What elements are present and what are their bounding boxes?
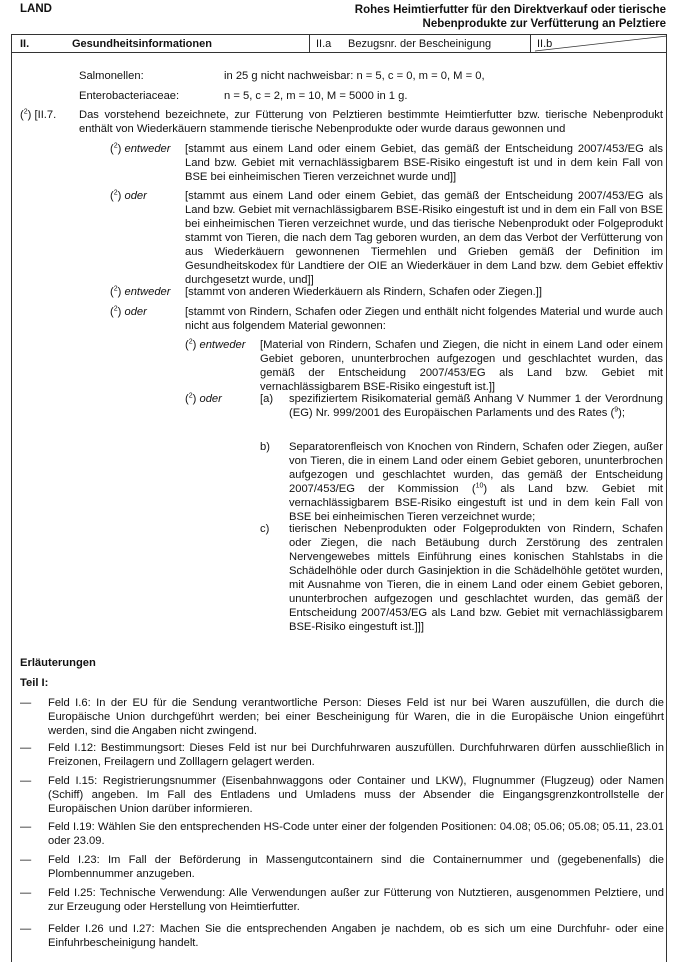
note-item [20, 922, 664, 950]
sub-option-text: [Material von Rindern, Schafen und Ziegen, die nicht in einem Land oder einem Gebiet geboren, ununterbrochen aufgezogen und geschlachtet wurden, das gemäß der Entscheidung 2007/453/EG als Land bzw. Gebiet mit vernachlässigbarem BSE-Risiko eingestuft ist.]] [260, 339, 663, 393]
option-text: [stammt von anderen Wiederkäuern als Rindern, Schafen oder Ziegen.]] [185, 286, 542, 298]
footnote-ref: 2 [23, 108, 28, 116]
strikethrough-diagonal-icon [531, 35, 668, 52]
note-item [20, 820, 664, 848]
dash-bullet: — [20, 923, 32, 935]
note-text: Feld I.25: Technische Verwendung: Alle Verwendungen außer zur Fütterung von Nutztieren, ausgenommen Pelztiere, und zur Erzeugung oder Herstellung von Heimtierfutter. [48, 887, 664, 913]
section-header-table [11, 34, 667, 53]
option-keyword: oder [124, 190, 147, 202]
option-keyword: oder [199, 393, 222, 405]
note-text: Feld I.23: Im Fall der Beförderung in Massengutcontainern sind die Containernummer und (gegebenenfalls) die Plombennummer anzugeben. [48, 854, 664, 880]
note-item [20, 853, 664, 881]
option-text: [stammt von Rindern, Schafen oder Ziegen und enthält nicht folgendes Material und wurde auch nicht aus folgendem Material gewonnen: [185, 306, 663, 332]
footnote-ref: 2 [113, 189, 118, 197]
criterion-value-salmonella: in 25 g nicht nachweisbar: n = 5, c = 0, m = 0, M = 0, [224, 70, 485, 82]
criterion-value-enterobacteriaceae: n = 5, c = 2, m = 10, M = 5000 in 1 g. [224, 90, 408, 102]
option-text: [stammt aus einem Land oder einem Gebiet, das gemäß der Entscheidung 2007/453/EG als Land bzw. Gebiet mit vernachlässigbarem BSE-Risiko eingestuft ist und in dem ein Fall von BSE bei einheimischen Tieren verzeichnet wurde, und das tierische Nebenprodukt oder Folgeprodukt stammt von Tieren, die nach dem Tag geboren wurden, an dem das Verbot der Verfütterung von aus Wiederkäuern gewonnenen Tiermehlen und Grieben gemäß der Definition im Gesundheitskodex für Landtiere der OIE an Wiederkäuer in dem Land bzw. dem Gebiet effektiv durchgesetzt wurde, und]] [185, 190, 663, 286]
clause-marker: ($^2$) [II.7. [20, 108, 57, 121]
sub-item-marker: b) [260, 441, 270, 453]
footnote-ref: 9 [614, 406, 619, 414]
option-marker: ($^2$) oder [110, 189, 147, 202]
sub-item-marker: c) [260, 523, 270, 535]
criterion-label-salmonella: Salmonellen: [79, 70, 144, 82]
reference-cell [310, 35, 531, 52]
part-title-cell [12, 35, 310, 52]
option-marker: ($^2$) oder [110, 305, 147, 318]
clause-text: Das vorstehend bezeichnete, zur Fütterung von Pelztieren bestimmte Heimtierfutter bzw. tierische Nebenprodukt enthält von Wiederkäuern stammende tierische Nebenprodukte oder wurde daraus gewonnen und [79, 109, 663, 135]
sub-item-text: spezifiziertem Risikomaterial gemäß Anhang V Nummer 1 der Verordnung (EG) Nr. 999/2001 des Europäischen Parlaments und des Rates ($^9$); [289, 393, 663, 419]
part-title: Gesundheitsinformationen [72, 37, 212, 50]
dash-bullet: — [20, 697, 32, 709]
option-keyword: oder [124, 306, 147, 318]
reference-label: Bezugsnr. der Bescheinigung [348, 37, 492, 50]
note-text: Feld I.19: Wählen Sie den entsprechenden HS-Code unter einer der folgenden Positionen: 04.08; 05.06; 05.08; 05.11, 23.01 oder 23.09. [48, 821, 664, 847]
sub-item-text: tierischen Nebenprodukten oder Folgeprodukten von Rindern, Schafen oder Ziegen, die nach Betäubung durch Zerstörung des zentralen Nervengewebes mittels Einführung eines konischen Stahlstabs in die Schädelhöhle oder durch Gasinjektion in die Schädelhöhle getötet wurden, mit Ausnahme von Tieren, die in einem Land oder einem Gebiet geboren, ununterbrochen aufgezogen und geschlachtet wurden, das gemäß der Entscheidung 2007/453/EG als Land bzw. Gebiet mit vernachlässigbarem BSE-Risiko eingestuft ist.]]] [289, 523, 663, 633]
field-b-label: II.b [537, 37, 553, 50]
dash-bullet: — [20, 854, 32, 866]
note-text: Feld I.15: Registrierungsnummer (Eisenbahnwaggons oder Container und LKW), Flugnummer (Flugzeug) oder Namen (Schiff) angeben. Im Fall des Entladens und Umladens muss der Absender die Eingangsgrenzkontrollstelle der Europäischen Union darüber informieren. [48, 775, 664, 815]
note-text: Feld I.12: Bestimmungsort: Dieses Feld ist nur bei Durchfuhrwaren auszufüllen. Durchfuhrwaren dürfen ausschließlich in Freizonen, Freilagern und Zolllagern gelagert werden. [48, 742, 664, 768]
dash-bullet: — [20, 775, 32, 787]
note-item [20, 774, 664, 816]
footnote-ref: 2 [113, 142, 118, 150]
field-b-cell [531, 35, 666, 52]
note-text: Felder I.26 und I.27: Machen Sie die entsprechenden Angaben je nachdem, ob es sich um eine Durchfuhr- oder eine Einfuhrbescheinigung handelt. [48, 923, 664, 949]
option-keyword: entweder [124, 143, 171, 155]
document-title [355, 3, 666, 31]
footnote-ref: 2 [113, 285, 118, 293]
dash-bullet: — [20, 821, 32, 833]
footnote-ref: 10 [475, 482, 484, 490]
criterion-label-enterobacteriaceae: Enterobacteriaceae: [79, 90, 180, 102]
reference-number: II.a [316, 37, 332, 50]
clause-number: [II.7. [34, 109, 57, 121]
document-title-line1: Rohes Heimtierfutter für den Direktverkauf oder tierische [354, 4, 666, 16]
sub-item-text: Separatorenfleisch von Knochen von Rindern, Schafen oder Ziegen, außer von Tieren, die in einem Land oder einem Gebiet geboren, ununterbrochen aufgezogen und geschlachtet wurden, das gemäß der Entscheidung 2007/453/EG der Kommission ($^{10}$) als Land bzw. Gebiet mit vernachlässigbarem BSE-Risiko eingestuft ist und in dem kein Fall von BSE bei einheimischen Tieren verzeichnet wurde; [289, 441, 663, 523]
footnote-ref: 2 [188, 338, 193, 346]
note-item [20, 696, 664, 738]
footnote-ref: 2 [113, 305, 118, 313]
notes-heading: Erläuterungen [20, 657, 96, 669]
sub-option-marker: ($^2$) entweder [185, 338, 246, 351]
document-title-line2: Nebenprodukte zur Verfütterung an Pelztiere [422, 18, 666, 30]
option-marker: ($^2$) entweder [110, 142, 171, 155]
dash-bullet: — [20, 742, 32, 754]
page-header [0, 0, 678, 34]
option-text: [stammt aus einem Land oder einem Gebiet, das gemäß der Entscheidung 2007/453/EG als Land bzw. Gebiet mit vernachlässigbarem BSE-Risiko eingestuft ist und in dem kein Fall von BSE bei einheimischen Tieren verzeichnet wurde und]] [185, 143, 663, 183]
notes-part-label: Teil I: [20, 677, 49, 689]
note-item [20, 886, 664, 914]
dash-bullet: — [20, 887, 32, 899]
sub-item-marker: [a) [260, 393, 274, 405]
note-item [20, 741, 664, 769]
option-marker: ($^2$) entweder [110, 285, 171, 298]
sub-option-marker: ($^2$) oder [185, 392, 222, 405]
footnote-ref: 2 [188, 392, 193, 400]
option-keyword: entweder [124, 286, 171, 298]
note-text: Feld I.6: In der EU für die Sendung verantwortliche Person: Dieses Feld ist nur bei Waren auszufüllen, die durch die Europäische Union durchgeführt werden; bei einer Bescheinigung für Waren, die in die Europäische Union eingeführt werden, sind die Angaben nicht zwingend. [48, 697, 664, 737]
option-keyword: entweder [199, 339, 246, 351]
country-label: LAND [20, 3, 52, 15]
part-number: II. [20, 37, 30, 50]
